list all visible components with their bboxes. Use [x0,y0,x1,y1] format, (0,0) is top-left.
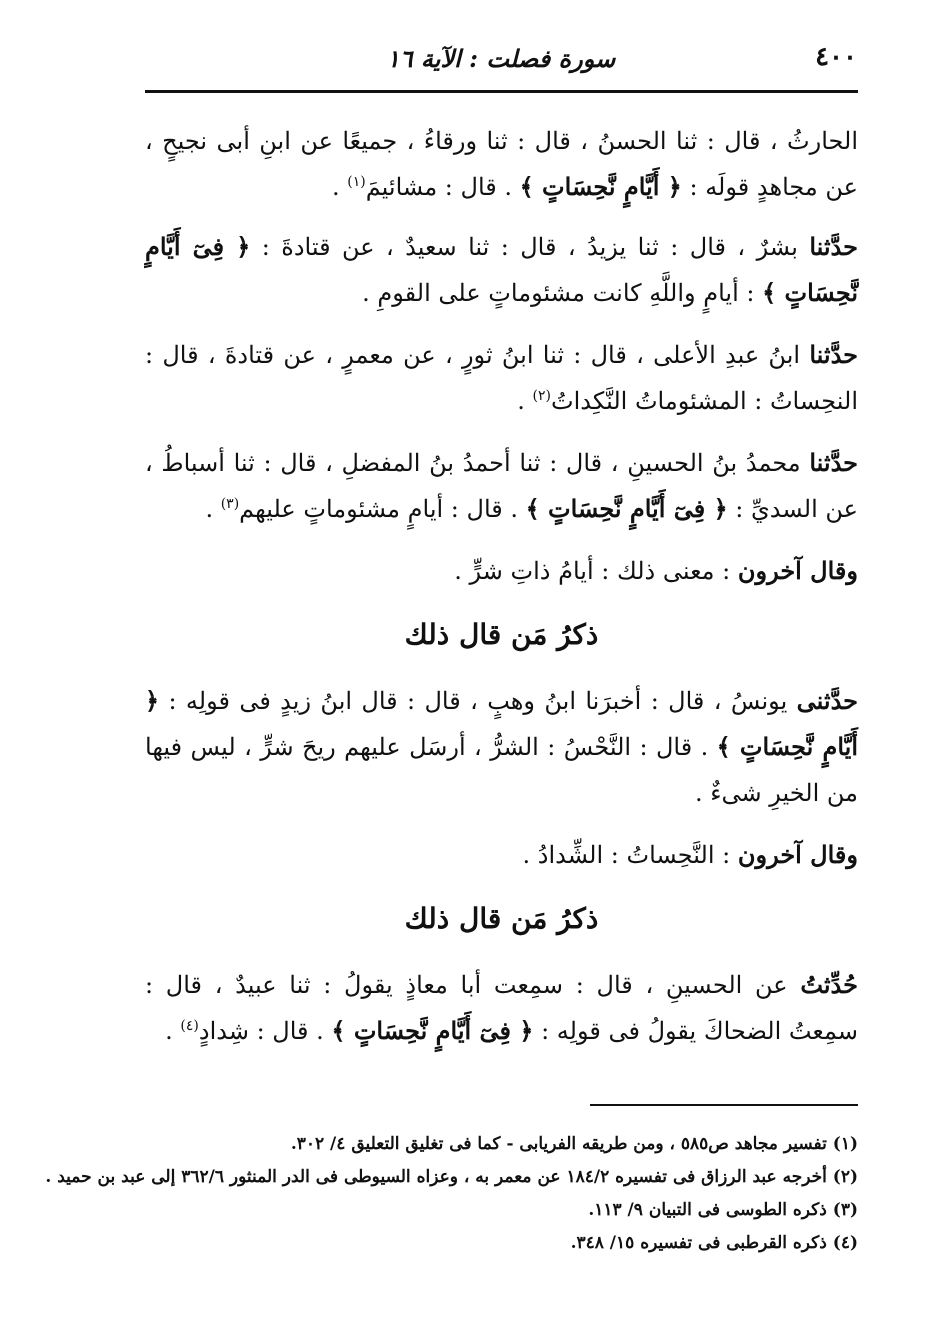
paragraph-end: . [165,1017,181,1045]
paragraph [145,962,858,1054]
paragraph-end: . [205,495,221,523]
footnote-ref: (١) [347,174,366,190]
paragraph-text: . قال : مشائيمَ [365,173,520,201]
quran-quote: ﴿ فِىٓ أَيَّامٍ نَّحِسَاتٍ ﴾ [145,232,858,307]
paragraph-text: الحارثُ ، قال : ثنا الحسنُ ، قال : ثنا ورقاءُ ، جميعًا عن ابنِ أبى نجيحٍ ، عن مجاهدٍ قولَه : [145,127,858,201]
footnote-ref: (٢) [532,388,551,404]
quran-quote: ﴿ أَيَّامٍ نَّحِسَاتٍ ﴾ [519,172,682,201]
paragraph [145,678,858,816]
paragraph-text: محمدُ بنُ الحسينِ ، قال : ثنا أحمدُ بنُ المفضلِ ، قال : ثنا أسباطُ ، عن السديِّ : [145,449,858,523]
page-header [145,40,857,80]
footnotes [45,1128,858,1260]
paragraph [145,224,858,316]
paragraph-lead: وقال آخرون [737,840,858,869]
paragraph-text: . قال : النَّحْسُ : الشرُّ ، أرسَل عليهم ريحَ شرٍّ ، ليس فيها من الخيرِ شىءٌ . [145,733,858,807]
paragraph [145,832,858,878]
paragraph-text: : معنى ذلك : أيامُ ذاتِ شرٍّ . [454,557,738,585]
paragraph-text: عن الحسينِ ، قال : سمِعت أبا معاذٍ يقولُ : ثنا عبيدٌ ، قال : سمِعتُ الضحاكَ يقولُ فى قولِه : [145,971,858,1045]
paragraph-text: : النَّحِساتُ : الشِّدادُ . [522,841,738,869]
section-heading: ذكرُ مَن قال ذلك [404,902,599,935]
paragraph-text: : أيامٍ واللَّهِ كانت مشئوماتٍ على القومِ . [362,279,763,307]
paragraph-end: . [517,387,533,415]
paragraph-lead: حدَّثنا [809,232,858,261]
paragraph [145,548,858,594]
footnote-ref: (٣) [220,496,240,512]
footnote: (٣) ذكره الطوسى فى التبيان ٩/ ١١٣. [588,1200,858,1220]
paragraph-lead: حدَّثنى [796,686,858,715]
running-title: سورة فصلت : الآية ١٦ [386,44,616,73]
paragraph [145,118,858,210]
paragraph-lead: حدَّثنا [809,340,858,369]
paragraph-end: . [331,173,348,201]
paragraph-text: ابنُ عبدِ الأعلى ، قال : ثنا ابنُ ثورٍ ، عن معمرٍ ، عن قتادةَ ، قال : النحِساتُ : المشئوماتُ النَّكِداتُ [145,341,858,415]
header-rule [145,90,858,93]
paragraph [145,332,858,424]
quran-quote: ﴿ أَيَّامٍ نَّحِسَاتٍ ﴾ [145,686,858,761]
paragraph-text: بشرٌ ، قال : ثنا يزيدُ ، قال : ثنا سعيدٌ ، عن قتادةَ : [250,233,810,261]
paragraph-lead: حدَّثنا [809,448,858,477]
footnote: (٤) ذكره القرطبى فى تفسيره ١٥/ ٣٤٨. [570,1233,858,1253]
footnote: (١) تفسير مجاهد ص٥٨٥ ، ومن طريقه الفريابى - كما فى تغليق التعليق ٤/ ٣٠٢. [290,1134,858,1154]
paragraph-lead: حُدِّثتُ [800,970,858,999]
page-number: ٤٠٠ [815,42,857,72]
paragraph-text: . قال : أيامٍ مشئوماتٍ عليهم [239,495,526,523]
page-body [145,118,858,1070]
paragraph-text: يونسُ ، قال : أخبرَنا ابنُ وهبٍ ، قال : قال ابنُ زيدٍ فى قولِه : [159,687,797,715]
paragraph [145,440,858,532]
paragraph-lead: وقال آخرون [737,556,858,585]
footnote: (٢) أخرجه عبد الرزاق فى تفسيره ١٨٤/٢ عن معمر به ، وعزاه السيوطى فى الدر المنثور ٣٦٢/٦ إلى عبد بن حميد . [45,1167,858,1187]
footnote-rule [590,1104,858,1106]
quran-quote: ﴿ فِىٓ أَيَّامٍ نَّحِسَاتٍ ﴾ [331,1016,534,1045]
quran-quote: ﴿ فِىٓ أَيَّامٍ نَّحِسَاتٍ ﴾ [525,494,728,523]
paragraph-text: . قال : شِدادٍ [198,1017,332,1045]
footnote-ref: (٤) [180,1018,199,1034]
section-heading: ذكرُ مَن قال ذلك [404,618,599,651]
